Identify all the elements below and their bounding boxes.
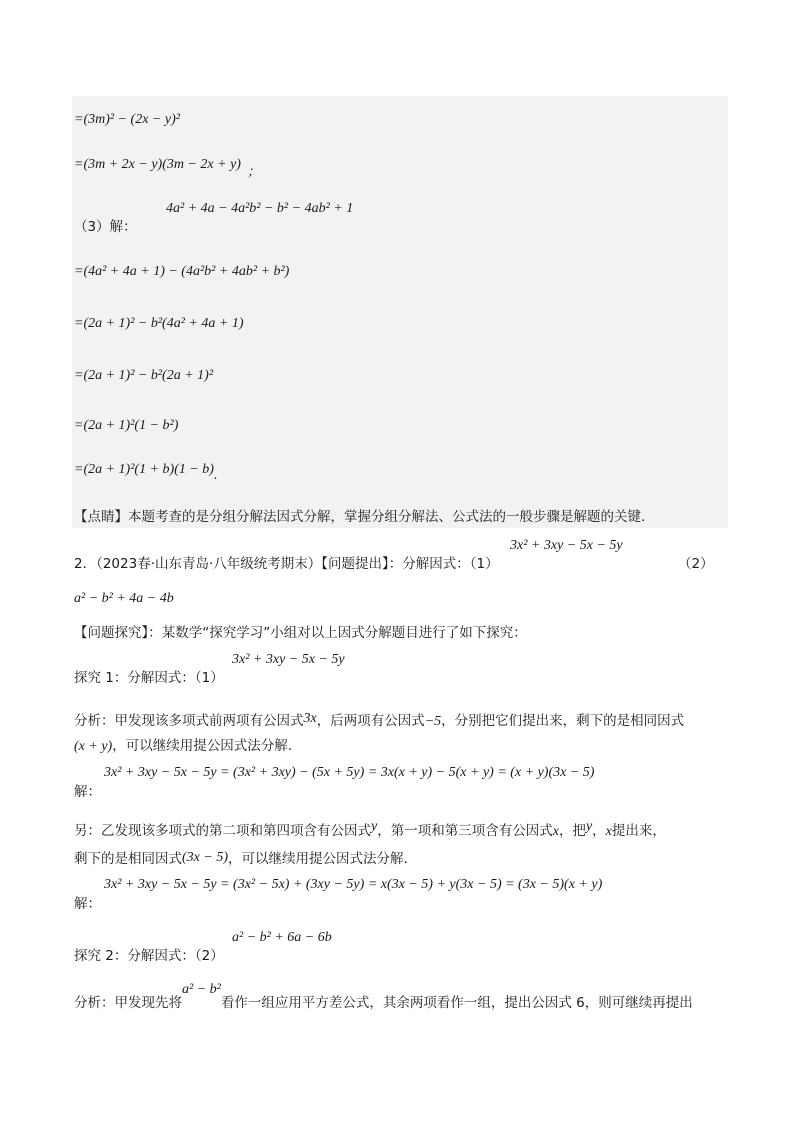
math-inline: y xyxy=(585,819,593,834)
text: 分析：甲发现先将 xyxy=(74,995,182,1011)
text: 另：乙发现该多项式的第二项和第四项含有公因式 xyxy=(74,823,371,839)
text: ，可以继续用提公因式法分解. xyxy=(228,851,408,867)
math-step xyxy=(74,461,218,483)
punctuation: ； xyxy=(246,164,261,180)
math-step: =(2a + 1)²(1 − b²) xyxy=(74,418,179,433)
text: 分析：甲发现该多项式前两项有公因式 xyxy=(74,713,304,729)
text: 剩下的是相同因式 xyxy=(74,851,182,867)
text: 提出来， xyxy=(611,823,666,839)
math-step: =(3m)² − (2x − y)² xyxy=(74,112,180,127)
problem-header: 2．（2023春·山东青岛·八年级统考期末）【问题提出】：分解因式：（1） xyxy=(74,556,499,572)
text: ， xyxy=(592,823,606,839)
solution-expression: 4a² + 4a − 4a²b² − b² − 4ab² + 1 xyxy=(166,201,354,216)
inquiry-intro: 【问题探究】：某数学“探究学习”小组对以上因式分解题目进行了如下探究： xyxy=(74,625,527,641)
explore-1-label: 探究 1：分解因式：（1） xyxy=(74,670,224,686)
text: ，可以继续用提公因式法分解. xyxy=(112,738,292,754)
punctuation: . xyxy=(213,468,218,483)
text: ，分别把它们提出来，剩下的是相同因式 xyxy=(441,713,685,729)
explore-1-expression: 3x² + 3xy − 5x − 5y xyxy=(232,652,345,667)
math-expression: =(2a + 1)²(1 + b)(1 − b) xyxy=(74,462,214,477)
math-step: =(2a + 1)² − b²(2a + 1)² xyxy=(74,368,214,383)
solve-label: 解： xyxy=(74,896,101,912)
problem-expression-1: 3x² + 3xy − 5x − 5y xyxy=(510,538,623,553)
text: 看作一组应用平方差公式，其余两项看作一组，提出公因式 6，则可继续再提出 xyxy=(220,995,693,1011)
problem-expression-2: a² − b² + 4a − 4b xyxy=(74,591,174,606)
math-step: =(4a² + 4a + 1) − (4a²b² + 4ab² + b²) xyxy=(74,264,290,279)
math-step: =(2a + 1)² − b²(4a² + 4a + 1) xyxy=(74,316,244,331)
another-method xyxy=(74,819,666,841)
math-inline: y xyxy=(371,819,378,834)
math-inline: x xyxy=(552,824,559,839)
comment-note: 【点睛】本题考查的是分组分解法因式分解，掌握分组分解法、公式法的一般步骤是解题的关键. xyxy=(74,509,646,525)
math-inline: 3x xyxy=(303,711,317,726)
solve-1-expression: 3x² + 3xy − 5x − 5y = (3x² + 3xy) − (5x + 5y) = 3x(x + y) − 5(x + y) = (x + y)(3x − 5) xyxy=(104,765,595,780)
explore-2-expression: a² − b² + 6a − 6b xyxy=(232,930,332,945)
another-method-cont xyxy=(74,850,408,869)
math-expression: =(3m + 2x − y)(3m − 2x + y) xyxy=(74,157,241,172)
analysis-1 xyxy=(74,712,684,731)
math-inline: (3x − 5) xyxy=(182,850,228,865)
problem-part-label: （2） xyxy=(678,556,714,572)
math-step xyxy=(74,155,261,180)
text: ，第一项和第三项含有公因式 xyxy=(377,823,553,839)
math-inline: −5 xyxy=(424,714,442,729)
explore-2-label: 探究 2：分解因式：（2） xyxy=(74,948,224,964)
solve-2-expression: 3x² + 3xy − 5x − 5y = (3x² − 5x) + (3xy − 5y) = x(3x − 5) + y(3x − 5) = (3x − 5)(x + y) xyxy=(104,877,603,892)
solution-label: （3）解： xyxy=(74,219,137,235)
math-inline: (x + y) xyxy=(74,739,113,754)
text: ，后两项有公因式 xyxy=(316,713,425,729)
math-inline: a² − b² xyxy=(182,982,221,997)
analysis-2 xyxy=(74,982,693,1013)
math-inline: x xyxy=(605,824,612,839)
text: ，把 xyxy=(558,823,586,839)
solve-label: 解： xyxy=(74,784,101,800)
analysis-1-cont xyxy=(74,737,292,756)
